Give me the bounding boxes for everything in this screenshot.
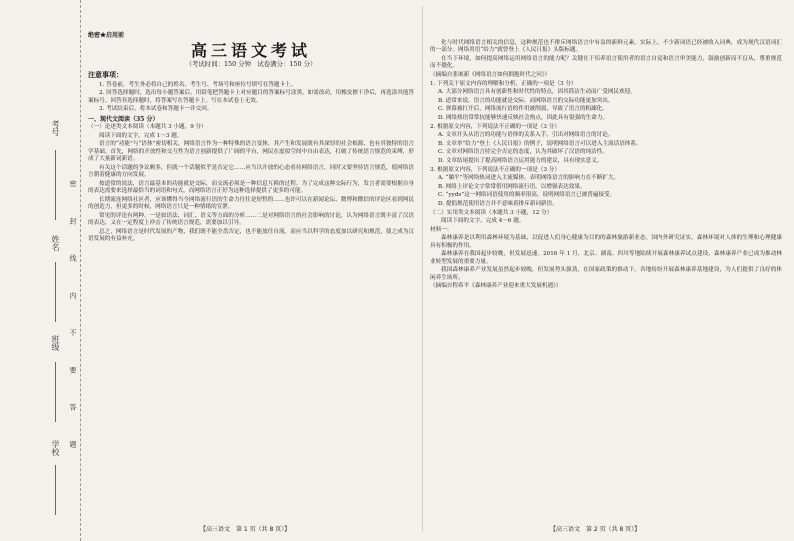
secret-tag: 绝密★启用前 bbox=[88, 32, 125, 39]
passage-paragraph: 有关这个话题的争议颇多，但就一个话题似乎是否定它……应当以开放的心态看待网络语言，同时又要坚持语言规范，使网络语言朝着健康的方向发展。 bbox=[88, 164, 414, 179]
school-line bbox=[55, 465, 56, 515]
option: A. 大部分网络语言具有创新性和时代性的特点，因其简洁生动而广受网民欢迎。 bbox=[438, 89, 636, 96]
option: D. 网络热语常常抗能够快速反映社会热点，因此具有很强的生命力。 bbox=[438, 114, 609, 121]
passage-paragraph: 我国森林康养产业发展虽然起步较晚，但发展势头强劲，在国家政策的推动下，各地纷纷开展森林康养基地建设，为人们提供了良好的休闲养生场所。 bbox=[430, 267, 782, 281]
notice-item: 2. 回答选择题时，选出每小题答案后，用铅笔把答题卡上对应题目的答案标号涂黑。如需改动，用橡皮擦干净后，再选涂其他答案标号。回答非选择题时，将答案写在答题卡上。写在本试卷上无效。 bbox=[88, 90, 414, 104]
option: B. 道常来说，语言的功能就是交际，而网络语言的交际功能更加突出。 bbox=[438, 97, 614, 104]
option: C. 文章对网络语言持完全否定的态度，认为其破坏了汉语的纯洁性。 bbox=[438, 149, 608, 156]
notice-heading: 注意事项： bbox=[88, 71, 123, 80]
binding-margin bbox=[0, 0, 81, 541]
passage-paragraph: 化与时代网络语言相关的信息，这种规范也不排斥网络语言中有益的新鲜元素，实际上，不少新词语已经被收入词典，成为现代汉语词汇的一部分。网络用语“给力”就曾登上《人民日报》头版标题。 bbox=[430, 40, 782, 54]
part-heading: （二）实用类文本阅读（本题共 3 小题，12 分） bbox=[430, 209, 553, 216]
passage-paragraph: 常见的评论有两种。一是如语法、词汇、语义等方面的分析……二是对网络语言的社会影响的讨论，认为网络语言既丰富了汉语的表达，又在一定程度上冲击了传统语言规范，需要加以引导。 bbox=[88, 212, 414, 227]
option: A. 文章开头从语言的功能与语体的关系入手，引出对网络语言的讨论。 bbox=[438, 132, 614, 139]
exam-no-line bbox=[55, 150, 56, 220]
question-1: 1. 下列关于原文内容的理解和分析，正确的一项是（3 分） bbox=[430, 80, 577, 87]
class-line bbox=[55, 362, 56, 422]
passage-paragraph: 森林康养是以利用森林环境为基础，以促进人们身心健康为目的的森林旅游新业态。国内外研究证实，森林环境对人体的生理和心理健康具有积极的作用。 bbox=[430, 235, 782, 249]
option: C. 弹幕被打开后，网络流行语的作用被削弱，导致了语言的粗鄙化。 bbox=[438, 106, 608, 113]
left-column bbox=[88, 16, 414, 245]
question-2: 2. 根据原文内容，下列说法不正确的一项是（3 分） bbox=[430, 123, 560, 130]
instruction: 阅读下面的文字，完成 4～6 题。 bbox=[441, 218, 525, 225]
option: D. 文章结尾提出了提高网络语言运用能力的建议，具有现实意义。 bbox=[438, 157, 603, 164]
name-line bbox=[55, 262, 56, 322]
option: D. 提倡规范使用语言并不意味着排斥新词新语。 bbox=[438, 200, 558, 207]
material-label: 材料一： bbox=[430, 226, 453, 233]
passage-paragraph: 按道常的说法，语言最基本的功能就是交际，而交流必须是一种信息互换的过程。为了完成这种交际行为，发言者需要根据自身的表达需要来选择最恰当的词语和句式，而网络语言正好为这种选择提供了更多的可能。 bbox=[88, 180, 414, 195]
source-note: （摘编自张颂新《网络语言如何拥抱时代之问》） bbox=[430, 72, 551, 78]
section-heading: 一、现代文阅读（35 分） bbox=[88, 115, 159, 123]
question-3: 3. 根据原文内容，下列说法不正确的一项是（3 分） bbox=[430, 166, 560, 173]
passage-paragraph: 语言的“功能”与“语体”密切相关，网络语言作为一种特殊的语言变体，其产生和发展既有其深厚的社会根源，也有其独特的语言学基础。首先，网络的开放性和交互性为语言创新提供了广阔的平台，网民在虚拟空间中自由表达，打破了传统语言规范的束缚，形成了大量新词新语。 bbox=[88, 141, 414, 163]
passage-paragraph: 森林康养在我国起步较晚，但发展迅速。2016 年 1 月，北京、湖南、四川等地陆续开展森林康养试点建设，森林康养产业已成为推动林业转型发展的重要力量。 bbox=[430, 251, 782, 265]
passage-paragraph: 总之，网络语言是时代发展的产物，我们既不能全盘否定，也不能放任自流，而应当以科学的态度加以研究和规范，使之成为汉语发展的有益补充。 bbox=[88, 228, 414, 243]
seal-line-text: 密 封 线 内 不 要 答 题 bbox=[69, 180, 77, 462]
page-footer-2: 【高三语文 第 2 页（共 8 页）】 bbox=[550, 526, 641, 533]
exam-info: （考试时间：150 分钟 试卷满分：150 分） bbox=[185, 59, 317, 68]
instruction: 阅读下面的文字，完成 1～3 题。 bbox=[99, 132, 183, 139]
option: B. 文章举“给力”登上《人民日报》的例子，说明网络语言可以进入主流话语体系。 bbox=[438, 140, 642, 147]
exam-no-label: 考号 bbox=[51, 120, 60, 136]
right-column bbox=[430, 40, 782, 292]
school-label: 学校 bbox=[51, 440, 60, 456]
page-title: 高三语文考试 bbox=[190, 41, 311, 61]
name-label: 姓名 bbox=[51, 235, 60, 251]
source-note: （摘编自程希平《森林康养产业迎来重大发展机遇》） bbox=[430, 283, 562, 290]
page-divider bbox=[422, 6, 423, 531]
option: B. 网络上评论文字常常借用网络流行语，以增强表达效果。 bbox=[438, 183, 586, 190]
part-heading: （一）论述类文本阅读（本题共 3 小题，9 分） bbox=[88, 124, 207, 131]
passage-paragraph: 长期流连网络社区者，应该懂得当今网络流行语的生命力往往是短暂的……也许可以在新闻论坛、微博和微信的评论区看到网民的创造力，但更多的时候，网络语言只是一种情绪的宣泄。 bbox=[88, 196, 414, 211]
option: A. “躺平”等网络热词进入主流媒体，表明网络语言的影响力在不断扩大。 bbox=[438, 175, 620, 182]
notice-item: 1. 答卷前，考生务必将自己的姓名、考生号、考场号和座位号填写在答题卡上。 bbox=[99, 81, 297, 88]
notice-item: 3. 考试结束后，将本试卷和答题卡一并交回。 bbox=[99, 106, 213, 113]
class-label: 班级 bbox=[51, 335, 60, 351]
passage-paragraph: 在当下环境，如何提高网络运用网络语言的能力呢？关键在于培养语言使用者的语言自觉和语言审美能力，鼓励创新而不盲从，尊重规范而不僵化。 bbox=[430, 56, 782, 70]
option: C. “yyds”这一网络词语使用的频率很高，说明网络语言已被普遍接受。 bbox=[438, 192, 616, 199]
page-footer-1: 【高三语文 第 1 页（共 8 页）】 bbox=[200, 526, 291, 533]
